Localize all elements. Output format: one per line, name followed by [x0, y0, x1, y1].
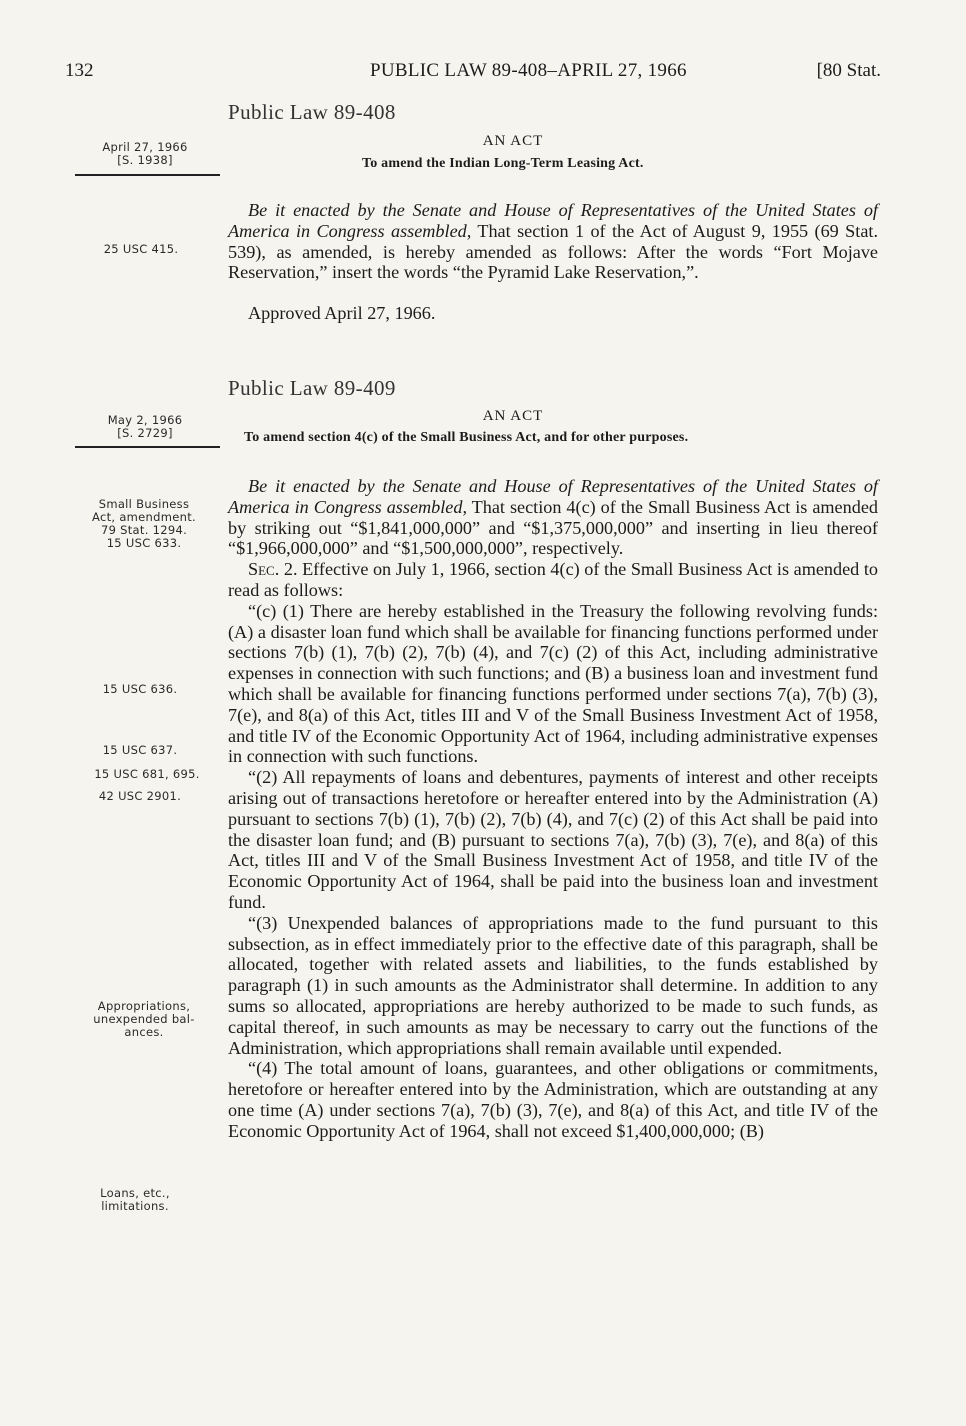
- law2-bill-number: [S. 2729]: [117, 426, 173, 440]
- law1-margin-rule: [75, 174, 220, 176]
- paragraph-c1: “(c) (1) There are hereby established in the Treasury the following revolving funds: (A) a disaster loan fund which shall be available for financing functions performed under sections 7(b) (1), 7(b) (2), 7(b) (4), and 7(c) (2) of this Act, including administrative expenses in connection with such functions; and (B) a business loan and investment fund which shall be available for financing functions performed under sections 7(a), 7(b) (3), 7(e), and 8(a) of this Act, titles III and V of the Small Business Investment Act of 1958, and title IV of the Economic Opportunity Act of 1964, including administrative expenses in connection with such functions.: [228, 600, 878, 767]
- statute-reference: [80 Stat.: [816, 60, 881, 81]
- law2-subtitle: To amend section 4(c) of the Small Business Act, and for other purposes.: [244, 430, 689, 445]
- usc-636-note: 15 USC 636.: [102, 682, 178, 696]
- appropriations-margin-note: [80, 1000, 208, 1039]
- margin-line: Loans, etc.,: [100, 1186, 170, 1200]
- paragraph-c2: “(2) All repayments of loans and debentures, payments of interest and other receipts arising out of transactions heretofore or hereafter entered into by the Administration (A) pursuant to sections 7(b) (1), 7(b) (2), 7(b) (4), and 7(c) (2) of this Act shall be paid into the disaster loan fund; and (B) pursuant to sections 7(a), 7(b) (3), 7(e), and 8(a) of this Act, titles III and V of the Small Business Investment Act of 1958, and title IV of the Economic Opportunity Act of 1964, shall be paid into the business loan and investment fund.: [228, 767, 878, 912]
- law2-date: May 2, 1966: [107, 413, 183, 427]
- loans-margin-note: [80, 1187, 190, 1213]
- running-title: PUBLIC LAW 89-408–APRIL 27, 1966: [370, 60, 687, 81]
- section2-label: Sec. 2.: [248, 559, 298, 580]
- law1-an-act: AN ACT: [482, 133, 544, 149]
- usc-681-note: 15 USC 681, 695.: [94, 767, 200, 781]
- law1-title: Public Law 89-408: [228, 100, 396, 124]
- law1-body: [228, 200, 878, 283]
- law2-section2: Effective on July 1, 1966, section 4(c) of the Small Business Act is amended to read as follows:: [228, 559, 878, 600]
- law2-an-act: AN ACT: [482, 408, 544, 424]
- margin-line: Small Business: [98, 497, 190, 511]
- law1-usc-note: 25 USC 415.: [103, 242, 179, 256]
- paragraph-c3: “(3) Unexpended balances of appropriations made to the fund pursuant to this subsection, as in effect immediately prior to the effective date of this paragraph, shall be allocated, together with related assets and liabilities, to the funds established by paragraph (1) in such amounts as the Administrator shall determine. In addition to any sums so allocated, appropriations are hereby authorized to be made to such funds, as capital thereof, in such amounts as may be necessary to carry out the functions of the Administration, which appropriations shall remain available until expended.: [228, 912, 878, 1058]
- margin-line: unexpended bal-: [93, 1012, 195, 1026]
- law2-title: Public Law 89-409: [228, 376, 396, 400]
- law1-text: That section 1 of the Act of August 9, 1955 (69 Stat. 539), as amended, is hereby amended as follows: After the words “Fort Mojave Reservation,” insert the words “the Pyramid Lake Reservation,”.: [228, 220, 879, 283]
- margin-line: ances.: [124, 1025, 164, 1039]
- law1-bill-number: [S. 1938]: [117, 153, 173, 167]
- law2-body: [228, 476, 878, 1142]
- law1-date: April 27, 1966: [102, 140, 188, 154]
- margin-line: Act, amendment.: [92, 510, 196, 524]
- law2-section1: That section 4(c) of the Small Business Act is amended by striking out “$1,841,000,000” and “$1,375,000,000” and inserting in lieu thereof “$1,966,000,000” and “$1,500,000,000”, respectively.: [228, 496, 878, 559]
- page-number: 132: [65, 60, 94, 81]
- law1-subtitle: To amend the Indian Long-Term Leasing Act.: [362, 156, 644, 171]
- paragraph-c4: “(4) The total amount of loans, guarantees, and other obligations or commitments, heretofore or hereafter entered into by the Administration, which are outstanding at any one time (A) under sections 7(a), 7(b) (3), 7(e), and 8(a) of this Act, and title IV of the Economic Opportunity Act of 1964, shall not exceed $1,400,000,000; (B): [228, 1058, 878, 1141]
- law1-approved: Approved April 27, 1966.: [248, 303, 436, 323]
- small-business-margin-note: [80, 498, 208, 550]
- margin-line: Appropriations,: [97, 999, 191, 1013]
- page-header: [65, 60, 881, 90]
- law2-margin-rule: [75, 446, 220, 448]
- usc-637-note: 15 USC 637.: [102, 743, 178, 757]
- law2-enacting-clause: Be it enacted by the Senate and House of Representatives of the United States of America in Congress assembled,: [228, 476, 878, 517]
- margin-line: 15 USC 633.: [106, 536, 182, 550]
- margin-line: 79 Stat. 1294.: [100, 523, 188, 537]
- usc-2901-note: 42 USC 2901.: [98, 789, 182, 803]
- margin-line: limitations.: [101, 1199, 169, 1213]
- law1-enacting-clause: Be it enacted by the Senate and House of Representatives of the United States of America in Congress assembled,: [228, 200, 878, 241]
